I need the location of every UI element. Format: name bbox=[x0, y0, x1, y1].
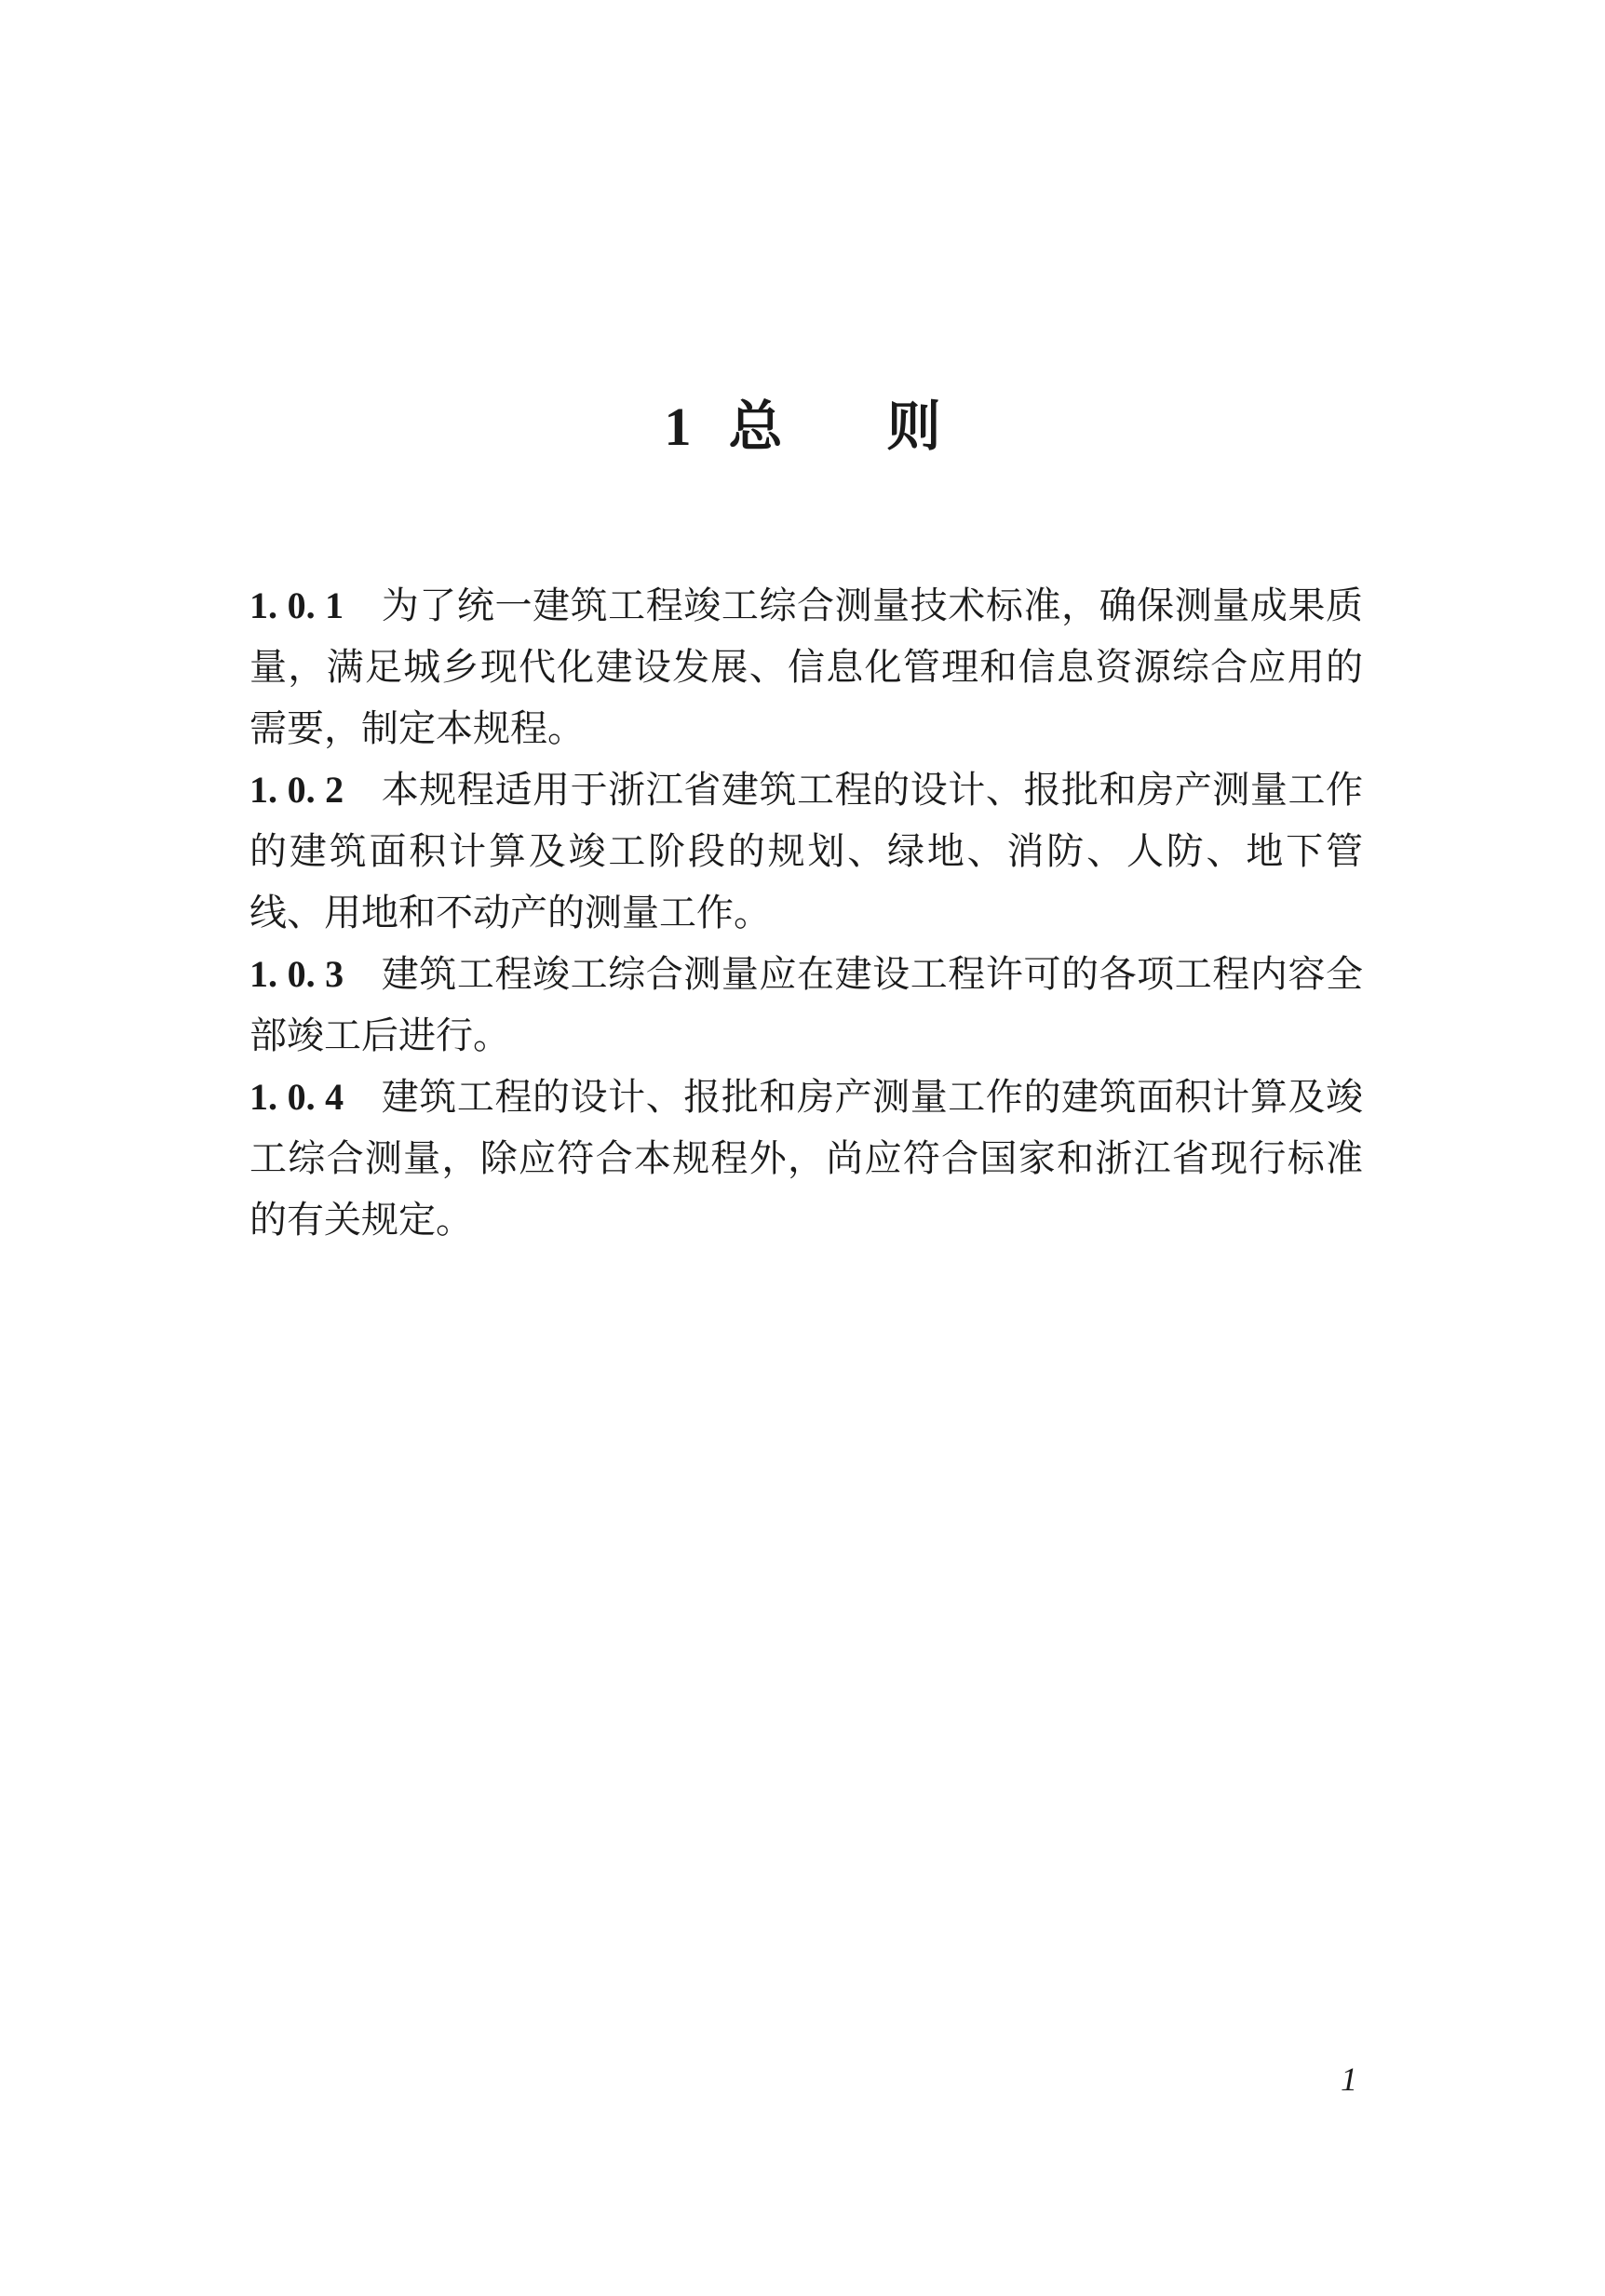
clause-number: 1. 0. 2 bbox=[250, 769, 344, 811]
clause-text: 建筑工程的设计、报批和房产测量工作的建筑面积计算及竣工综合测量，除应符合本规程外，尚应符合国家和浙江省现行标准的有关规定。 bbox=[250, 1076, 1364, 1242]
clause-1-0-1 bbox=[250, 575, 1363, 759]
chapter-number: 1 bbox=[664, 396, 692, 457]
chapter-title-char-2: 则 bbox=[886, 395, 941, 458]
clause-list bbox=[250, 575, 1363, 1251]
clause-1-0-3 bbox=[250, 944, 1363, 1067]
chapter-title-char-1: 总 bbox=[728, 395, 783, 458]
clause-number: 1. 0. 4 bbox=[250, 1076, 344, 1118]
clause-number: 1. 0. 1 bbox=[250, 584, 344, 626]
chapter-title bbox=[0, 389, 1605, 464]
clause-text: 为了统一建筑工程竣工综合测量技术标准，确保测量成果质量，满足城乡现代化建设发展、信息化管理和信息资源综合应用的需要，制定本规程。 bbox=[250, 584, 1364, 750]
page-number: 1 bbox=[1341, 2061, 1357, 2098]
clause-1-0-4 bbox=[250, 1067, 1363, 1251]
clause-1-0-2 bbox=[250, 759, 1363, 944]
clause-text: 本规程适用于浙江省建筑工程的设计、报批和房产测量工作的建筑面积计算及竣工阶段的规划、绿地、消防、人防、地下管线、用地和不动产的测量工作。 bbox=[250, 769, 1364, 934]
clause-text: 建筑工程竣工综合测量应在建设工程许可的各项工程内容全部竣工后进行。 bbox=[250, 953, 1364, 1057]
clause-number: 1. 0. 3 bbox=[250, 953, 344, 995]
